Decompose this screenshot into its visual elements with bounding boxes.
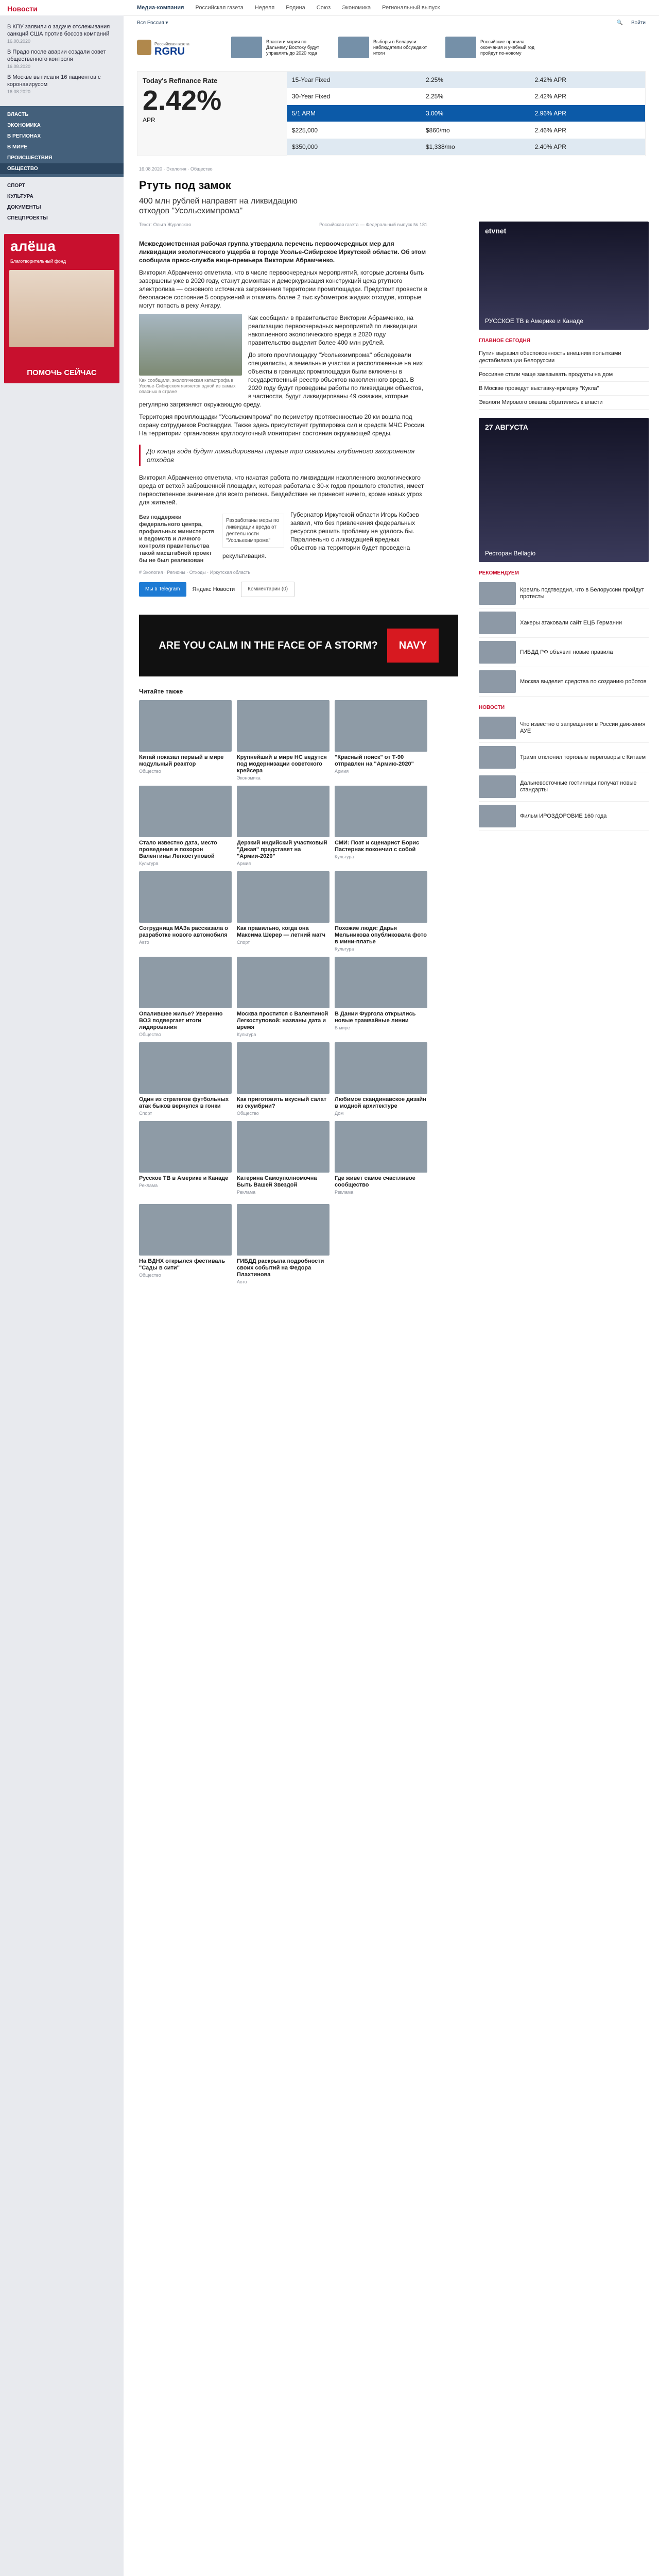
card-section: Культура [139,861,159,866]
rate-cell: $350,000 [287,139,421,156]
card-title[interactable]: Где живет самое счастливое сообщество [335,1175,415,1188]
block-heading: НОВОСТИ [479,705,505,710]
main-today-block [479,338,649,410]
header-news-item[interactable] [445,37,543,58]
card-section: Общество [139,769,161,774]
media-company-logo[interactable]: Медиа-компания [137,4,184,11]
mini-thumb [479,670,516,693]
sidebar-news-title[interactable]: В КПУ заявили о задаче отслеживания санкций США против боссов компаний [7,24,110,37]
mini-thumb [479,612,516,634]
card-image[interactable] [335,1121,427,1173]
article-paragraph: Виктория Абрамченко отметила, что начатая работа по ликвидации накопленного экологического вреда от ветхой заброшенной площадки, которая работала с 30-х годов прошлого столетия, имеет первостепенное значение для всего региона. Бездействие не принесет ничего, кроме новых угроз для жителей. [139,474,424,506]
header-news-title[interactable]: Российские правила окончания и учебный год пройдут по-новому [480,39,534,56]
rate-cell: 15-Year Fixed [287,72,421,88]
card-title[interactable]: Опалившее жилье? Уверенно ВОЗ подвергает итоги лидирования [139,1011,223,1030]
rate-cell: 2.25% [421,88,530,105]
region-label: Вся Россия [137,20,164,26]
card-image[interactable] [335,700,427,752]
mini-title[interactable]: Москва выделит средства по созданию роботов [520,678,647,685]
mini-thumb [479,775,516,798]
rate-row[interactable] [287,139,645,156]
page-title: Ртуть под замок [139,179,231,192]
rate-row[interactable] [287,105,645,122]
refinance-ad[interactable] [137,71,646,156]
card-image[interactable] [237,871,330,923]
byline [124,217,443,232]
related-grid [139,700,427,1195]
article-figure [139,314,242,395]
card-image[interactable] [139,1042,232,1094]
sidebar-item-documents[interactable]: ДОКУМЕНТЫ [7,205,41,210]
card-section: Общество [237,1111,259,1116]
article-paragraph: До этого промплощадку "Усольехимпрома" обследовали специалисты, а земельные участки и расположенные на них объекты в границах промплощадки были включены в государственный реестр объектов накопленного вреда. В 2020 году будут проведены работы по ликвидации объектов, в частности, будут ликвидированы 49 скважин, которые регулярно загрязняют окружающую среду. [139,351,424,408]
card-image[interactable] [237,1204,330,1256]
sidebar-news-title[interactable]: В Прадо после аварии создали совет общественного контроля [7,49,106,62]
header-news-thumb [445,37,476,58]
main-area [124,0,659,1293]
sidebar-news-date: 16.08.2020 [7,64,31,69]
sidebar-item-culture[interactable]: КУЛЬТУРА [7,194,33,199]
mini-item[interactable] [479,579,649,608]
related-later-grid [139,1204,427,1284]
adv-label: 27 АВГУСТА [485,423,528,431]
article-paragraph: Как сообщили в правительстве Виктории Абрамченко, на реализацию первоочередных мероприятий по ликвидации накопленного экологического вреда в 2020 году правительство выделит более 400 млн рублей. [248,314,417,346]
card-image[interactable] [139,1121,232,1173]
mini-thumb [479,641,516,664]
telegram-button[interactable]: Мы в Telegram [139,582,186,597]
recommend-block [479,570,649,697]
mini-thumb [479,717,516,739]
rg-logo[interactable] [137,32,222,62]
sidebar-news-title[interactable]: В Москве выписали 16 пациентов с коронавирусом [7,74,101,88]
sidebar-item-economy[interactable]: ЭКОНОМИКА [7,123,41,128]
card-image[interactable] [335,1042,427,1094]
topbar-link[interactable]: Неделя [254,4,275,11]
rate-cell: 2.42% APR [530,72,645,88]
topbar-link[interactable]: Региональный выпуск [382,4,440,11]
yandex-news-link[interactable]: Яндекс Новости [192,586,235,592]
sidebar-item-incidents[interactable]: ПРОИСШЕСТВИЯ [7,155,53,161]
ad-text: ARE YOU CALM IN THE FACE OF A STORM? [159,640,378,651]
sidebar-ad-banner[interactable] [4,234,119,383]
card-title[interactable]: Китай показал первый в мире модульный реактор [139,754,224,767]
card-section: Культура [335,946,354,952]
card-image[interactable] [237,786,330,837]
sidebar-menu [0,106,124,177]
card-section: Авто [139,940,149,945]
card-title[interactable]: Один из стратегов футбольных атак быков вернулся в гонки [139,1096,229,1109]
header-news-item[interactable] [231,37,329,58]
card-image[interactable] [237,1121,330,1173]
sidebar-item-regions[interactable]: В РЕГИОНАХ [7,133,41,139]
related-card[interactable] [237,1121,330,1195]
card-title[interactable]: Катерина Самоуполномочна Быть Вашей Звездой [237,1175,317,1188]
card-section: Армия [237,861,251,866]
related-card[interactable] [335,1042,427,1116]
card-title[interactable]: "Красный поиск" от Т-90 отправлен на "Армию-2020" [335,754,414,767]
related-card[interactable] [139,871,232,952]
article-tags[interactable]: # Экология · Регионы · Отходы · Иркутская область [139,570,251,575]
share-bar [139,582,427,597]
rate-left [137,72,287,156]
card-section: Дом [335,1111,344,1116]
rate-cell: 30-Year Fixed [287,88,421,105]
mini-title[interactable]: Фильм ИРОЗДОРОВИЕ 160 года [520,812,607,819]
mini-title[interactable]: Что известно о запрещении в России движения АУЕ [520,721,646,734]
mini-item[interactable] [479,638,649,667]
mini-item[interactable] [479,608,649,638]
article-lead: Межведомственная рабочая группа утвердила перечень первоочередных мер для ликвидации экологического ущерба в городе Усолье-Сибирское Иркутской области. Об этом сообщила пресс-служба вице-премьера Виктории Абрамченко. [139,240,426,264]
sidebar-item-world[interactable]: В МИРЕ [7,144,27,150]
comments-button[interactable]: Комментарии (0) [241,582,294,597]
rate-row[interactable] [287,122,645,139]
ad-logo: алёша [10,238,56,254]
rate-cell: $225,000 [287,122,421,139]
related-card[interactable] [139,957,232,1037]
rate-cell: 2.40% APR [530,139,645,156]
rate-cell: 5/1 ARM [287,105,421,122]
card-section: Реклама [237,1190,256,1195]
card-title[interactable]: Как приготовить вкусный салат из скумбрии? [237,1096,327,1109]
card-title[interactable]: Дерзкий индийский участковый "Дикая" представят на "Армии-2020" [237,840,327,859]
etvnet-ad[interactable] [479,222,649,330]
mini-title[interactable]: Хакеры атаковали сайт ЕЦБ Германии [520,619,622,626]
pull-quote: До конца года будут ликвидированы первые три скважины глубинного захоронения отходов [139,445,427,466]
sidebar-news-item[interactable] [7,74,116,94]
rate-cell: $860/mo [421,122,530,139]
card-section: Культура [237,1032,256,1037]
mini-title[interactable]: Дальневосточные гостиницы получат новые стандарты [520,780,637,793]
card-section: Армия [335,769,349,774]
related-card[interactable] [139,786,232,866]
top-bar [124,0,659,15]
card-title[interactable]: Как правильно, когда она Максима Шерер — летний матч [237,925,325,938]
sidebar-news-list [0,15,124,102]
card-section: Общество [139,1032,161,1037]
card-title[interactable]: Похожие люди: Дарья Мельникова опубликовала фото в мини-платье [335,925,427,945]
block-item[interactable]: Путин выразил обеспокоенность внешним попытками дестабилизации Белоруссии [479,347,649,368]
header-news-thumb [338,37,369,58]
news-block [479,705,649,831]
related-card[interactable] [335,786,427,866]
card-section: Реклама [335,1190,354,1195]
block-heading: ГЛАВНОЕ СЕГОДНЯ [479,338,530,344]
search-icon[interactable]: 🔍 [616,20,623,26]
ad-brand: NAVY [387,629,439,663]
mini-title[interactable]: ГИБДД РФ объявит новые правила [520,649,613,655]
related-heading: Читайте также [139,688,183,695]
related-card[interactable] [335,871,427,952]
card-section: Реклама [139,1183,158,1188]
card-section: В мире [335,1025,350,1030]
card-section: Авто [237,1279,247,1284]
article-paragraph: Губернатор Иркутской области Игорь Кобзев заявил, что без привлечения федеральных ресурсов решить проблему не удалось бы. Параллельно с ликвидацией вредных объектов на территории будет проведена рекультивация. [222,511,419,560]
rate-row[interactable] [287,72,645,88]
rate-cell: 2.96% APR [530,105,645,122]
card-image[interactable] [139,1204,232,1256]
related-card[interactable] [237,957,330,1037]
ad-subtitle: Благотворительный фонд [10,259,66,264]
topbar-link[interactable]: Экономика [342,4,371,11]
author[interactable]: Текст: Ольга Журавская [139,222,191,227]
rate-row[interactable] [287,88,645,105]
header-news-thumb [231,37,262,58]
right-column [479,222,649,831]
related-card[interactable] [139,1042,232,1116]
card-image[interactable] [139,871,232,923]
card-section: Спорт [237,940,250,945]
card-image[interactable] [139,786,232,837]
emblem-icon [137,40,151,55]
card-title[interactable]: На ВДНХ открылся фестиваль "Сады в сити" [139,1258,226,1271]
card-image[interactable] [139,700,232,752]
mini-thumb [479,746,516,769]
card-title[interactable]: Москва простится с Валентиной Легкоступовой: названы дата и время [237,1011,328,1030]
card-title[interactable]: Крупнейший в мире НС ведутся под модернизации советского крейсера [237,754,327,774]
ad-photo [9,270,114,347]
photo-caption: Как сообщили, экологическая катастрофа в Усолье-Сибирском является одной из самых опасных в стране [139,378,236,394]
rate-big: 2.42% [143,85,222,116]
sidebar-brand: Новости [0,0,124,15]
card-title[interactable]: Любимое скандинавское дизайн в модной архитектуре [335,1096,426,1109]
related-card[interactable] [237,786,330,866]
mini-thumb [479,805,516,827]
article-paragraph: Территория промплощадки "Усольехимпрома" по периметру протяженностью 20 км вошла под охрану сотрудников Росгвардии. Также здесь присутствует группировка сил и средств МЧС России. На территории организован круглосуточный мониторинг состояния окружающей среды. [139,413,426,437]
sidebar-news-item[interactable] [7,48,116,69]
card-image[interactable] [139,957,232,1008]
region-selector[interactable]: Вся Россия ▾ [137,20,168,26]
header-news-title[interactable]: Власти и мэрия по Дальнему Востоку будут управлять до 2020 года [266,39,319,56]
sidebar-menu-secondary [0,177,124,227]
rate-cell: 2.46% APR [530,122,645,139]
block-item[interactable]: Экологи Мирового океана обратились к власти [479,396,649,410]
mini-thumb [479,582,516,605]
card-title[interactable]: Стало известно дата, место проведения и похорон Валентины Легкоступовой [139,840,217,859]
header-news-title[interactable]: Выборы в Беларуси: наблюдатели обсуждают итоги [373,39,427,56]
mini-title[interactable]: Кремль подтвердил, что в Белоруссии пройдут протесты [520,587,644,600]
related-card[interactable] [139,1121,232,1195]
block-item[interactable]: В Москве проведут выставку-ярмарку "Кукла" [479,382,649,396]
sidebar-news-date: 16.08.2020 [7,39,31,44]
card-image[interactable] [335,871,427,923]
header-news-item[interactable] [338,37,436,58]
ad-cta-button[interactable]: ПОМОЧЬ СЕЙЧАС [27,368,97,377]
card-image[interactable] [237,1042,330,1094]
card-image[interactable] [237,700,330,752]
bellagio-ad[interactable] [479,418,649,562]
sidebar-news-item[interactable] [7,23,116,44]
card-image[interactable] [335,957,427,1008]
navy-ad[interactable] [139,615,458,676]
aside-note: Без поддержки федерального центра, профильных министерств и ведомств и личного контроля правительства такой масштабной проект бы не был реализован [139,514,215,564]
sidebar-item-society[interactable]: ОБЩЕСТВО [0,163,124,174]
mini-item[interactable] [479,802,649,831]
card-title[interactable]: Русское ТВ в Америке и Канаде [139,1175,229,1181]
adv-label: etvnet [485,227,507,235]
rate-cell: 2.42% APR [530,88,645,105]
adv-sub: Ресторан Bellagio [485,550,536,557]
page-subtitle: 400 млн рублей направят на ликвидацию отходов "Усольехимпрома" [139,197,298,215]
logo-small: Российская газета [154,42,189,46]
rate-cell: 3.00% [421,105,530,122]
rate-table [287,72,645,156]
card-section: Культура [335,854,354,859]
mini-item[interactable] [479,667,649,697]
card-image[interactable] [237,957,330,1008]
related-card[interactable] [237,1042,330,1116]
article-paragraph: Виктория Абрамченко отметила, что в числе первоочередных мероприятий, которые должны быть завершены уже в 2020 году, станут демонтаж и демеркуризация конструкций цеха ртутного электролиза — основного источника загрязнения территории промплощадки. Предстоит провести в безопасное состояние 5 сооружений и откачать более 2 тыс кубометров жидких отходов, которые могут попасть в реку Ангару. [139,269,428,309]
breadcrumb[interactable]: 16.08.2020 · Экология · Общество [139,166,213,172]
aside-link-box[interactable]: Разработаны меры по ликвидации вреда от деятельности "Усольехимпрома" [222,514,284,548]
card-section: Экономика [237,775,261,781]
left-sidebar [0,0,124,2576]
rate-sub: APR [143,116,155,124]
site-header [124,30,659,65]
related-card[interactable] [335,1121,427,1195]
related-card[interactable] [237,700,330,781]
card-title[interactable]: В Дании Фургола открылись новые трамвайные линии [335,1011,416,1024]
card-section: Общество [139,1273,161,1278]
sidebar-item-vlast[interactable]: ВЛАСТЬ [7,112,29,117]
sidebar-news-date: 16.08.2020 [7,89,31,94]
card-title[interactable]: Сотрудница МАЗа рассказала о разработке нового автомобиля [139,925,228,938]
topbar-link[interactable]: Родина [286,4,305,11]
block-item[interactable]: Россияне стали чаще заказывать продукты на дом [479,368,649,382]
related-card[interactable] [237,1204,330,1284]
rate-cell: $1,338/mo [421,139,530,156]
topbar-link[interactable]: Российская газета [195,4,244,11]
related-card[interactable] [335,957,427,1037]
related-card[interactable] [139,700,232,781]
login-link[interactable]: Войти [631,20,646,26]
logo-big: RGRU [154,46,185,57]
related-section [124,680,443,1293]
card-section: Спорт [139,1111,152,1116]
adv-sub: РУССКОЕ ТВ в Америке и Канаде [485,317,583,325]
topbar-link[interactable]: Союз [316,4,331,11]
rate-cell: 2.25% [421,72,530,88]
section-bar [124,15,659,30]
card-image[interactable] [335,786,427,837]
source: Российская газета — Федеральный выпуск № 181 [319,222,427,227]
sidebar-item-sport[interactable]: СПОРТ [7,183,25,189]
mini-title[interactable]: Трамп отклонил торговые переговоры с Китаем [520,754,646,760]
card-title[interactable]: СМИ: Поэт и сценарист Борис Пастернак покончил с собой [335,840,420,853]
related-card[interactable] [237,871,330,952]
card-title[interactable]: ГИБДД раскрыла подробности своих событий на Федора Плахтинова [237,1258,324,1278]
mini-item[interactable] [479,714,649,743]
article-body [124,232,443,604]
secbar-right [617,20,646,26]
article-photo[interactable] [139,314,242,376]
rate-heading: Today's Refinance Rate [143,77,218,84]
related-card[interactable] [335,700,427,781]
mini-item[interactable] [479,772,649,802]
sidebar-item-special[interactable]: СПЕЦПРОЕКТЫ [7,215,48,221]
block-heading: РЕКОМЕНДУЕМ [479,570,519,576]
related-card[interactable] [139,1204,232,1284]
mini-item[interactable] [479,743,649,772]
